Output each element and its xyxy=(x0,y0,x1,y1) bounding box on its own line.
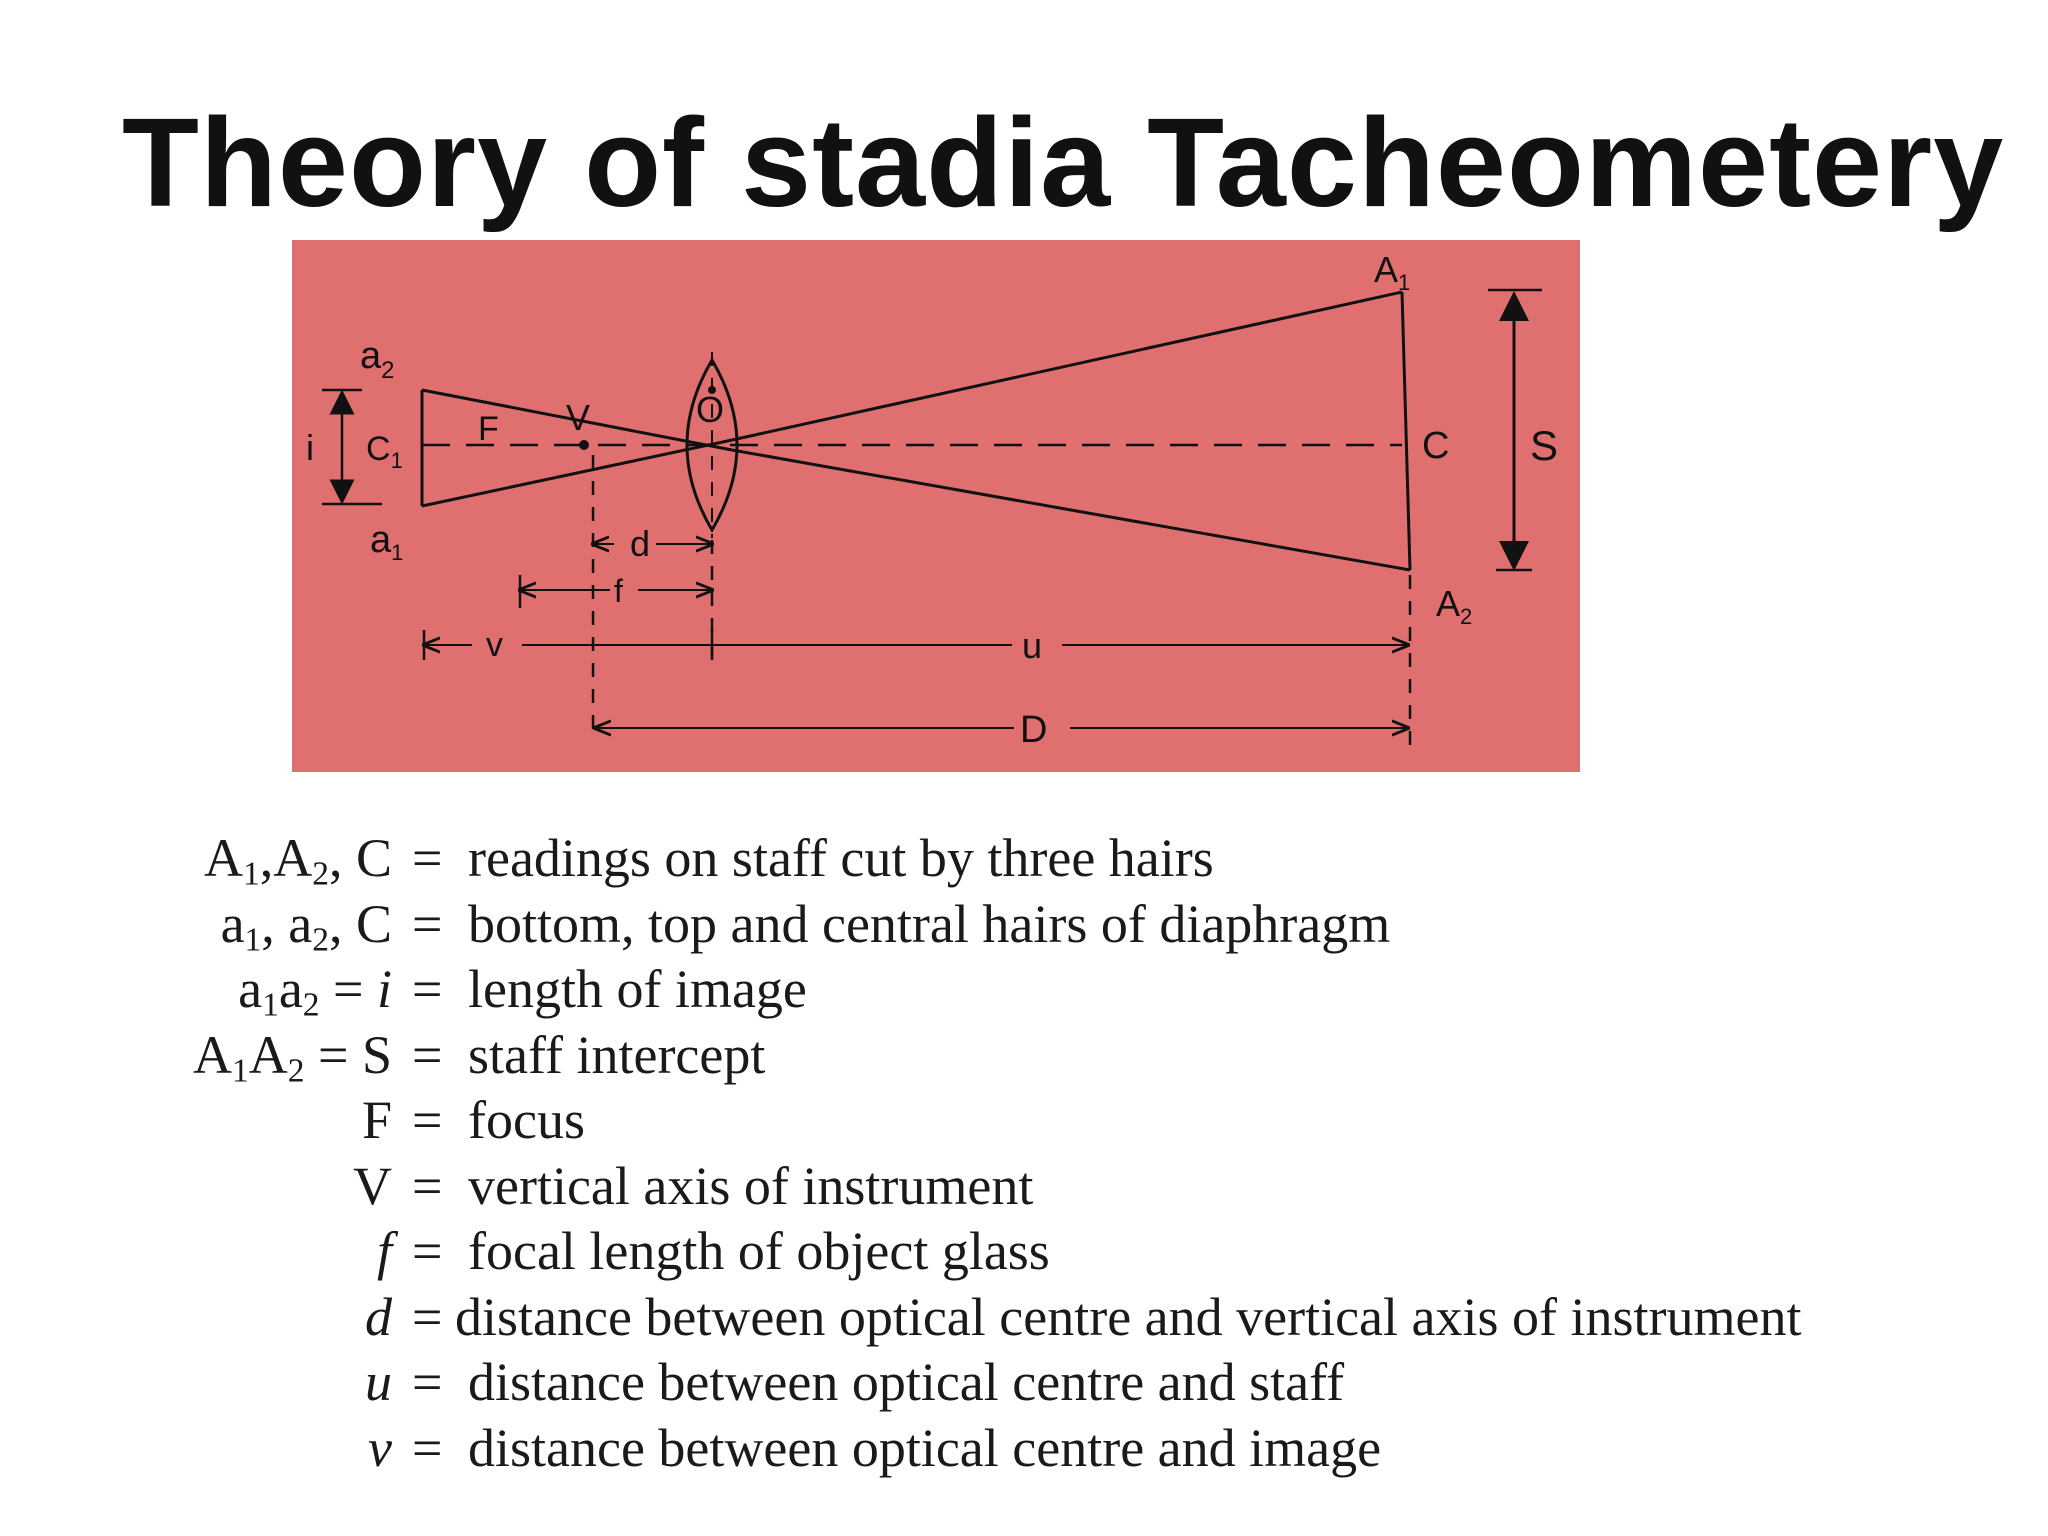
legend-description: distance between optical centre and staff xyxy=(468,1352,1345,1412)
label-A1: $A_1$ xyxy=(1374,249,1411,295)
legend-symbol: $A_1A_2 = S$ xyxy=(193,1024,392,1089)
label-i: i xyxy=(306,427,314,468)
legend-symbol: F xyxy=(361,1090,392,1150)
legend-description: bottom, top and central hairs of diaphragm xyxy=(468,893,1391,954)
label-O: O xyxy=(696,389,725,430)
legend-row: $A_1,A_2$, C = readings on staff cut by three hairs xyxy=(100,826,1960,892)
legend-symbol: u xyxy=(365,1352,392,1412)
legend-symbol: $a_1a_2 = i$ xyxy=(238,959,392,1024)
legend-description: readings on staff cut by three hairs xyxy=(468,828,1214,888)
slide-title: Theory of stadia Tacheometery xyxy=(122,92,2005,233)
label-C: C xyxy=(1422,425,1450,467)
legend-row: u = distance between optical centre and staff xyxy=(100,1350,1960,1416)
label-D: D xyxy=(1020,709,1048,751)
legend-symbol: $a_1$, $a_2$, C xyxy=(220,893,392,958)
stadia-diagram-panel xyxy=(292,240,1580,772)
stadia-diagram xyxy=(292,240,1580,772)
symbol-legend xyxy=(100,826,1960,1481)
label-a1: $a_1$ xyxy=(370,519,404,565)
label-c1: $C_1$ xyxy=(366,430,403,473)
legend-symbol: $A_1,A_2$, C xyxy=(204,828,392,893)
label-A2: $A_2$ xyxy=(1436,583,1473,629)
vertical-axis-point xyxy=(579,440,589,450)
legend-description: distance between optical centre and vertical axis of instrument xyxy=(455,1286,1802,1347)
legend-row: $A_1A_2 = S$ = staff intercept xyxy=(100,1023,1960,1089)
legend-description: vertical axis of instrument xyxy=(468,1155,1034,1216)
legend-symbol: f xyxy=(376,1221,392,1281)
legend-row: V = vertical axis of instrument xyxy=(100,1154,1960,1220)
legend-symbol: d xyxy=(365,1286,392,1347)
ray-bottom-image xyxy=(422,440,732,506)
label-v: v xyxy=(486,626,503,664)
ray-to-A2 xyxy=(732,450,1410,570)
legend-symbol: v xyxy=(368,1417,392,1478)
legend-row: d = distance between optical centre and vertical axis of instrument xyxy=(100,1285,1960,1351)
legend-description: length of image xyxy=(468,959,807,1019)
label-F: F xyxy=(478,410,499,448)
legend-description: focal length of object glass xyxy=(468,1221,1050,1281)
legend-description: focus xyxy=(468,1090,585,1150)
staff-line xyxy=(1402,292,1410,570)
legend-description: staff intercept xyxy=(468,1024,766,1085)
ray-to-A1 xyxy=(732,292,1402,440)
label-S: S xyxy=(1530,422,1559,469)
legend-row: f = focal length of object glass xyxy=(100,1219,1960,1285)
legend-symbol: V xyxy=(353,1155,392,1216)
legend-description: distance between optical centre and image xyxy=(468,1417,1382,1478)
legend-row: $a_1$, $a_2$, C = bottom, top and central hairs of diaphragm xyxy=(100,892,1960,958)
label-d: d xyxy=(630,523,651,564)
legend-row: v = distance between optical centre and image xyxy=(100,1416,1960,1482)
label-V: V xyxy=(566,397,591,438)
label-u: u xyxy=(1022,625,1043,666)
label-a2: $a_2$ xyxy=(360,335,395,384)
legend-row: F = focus xyxy=(100,1088,1960,1154)
label-f: f xyxy=(614,573,623,609)
legend-row: $a_1a_2 = i$ = length of image xyxy=(100,957,1960,1023)
